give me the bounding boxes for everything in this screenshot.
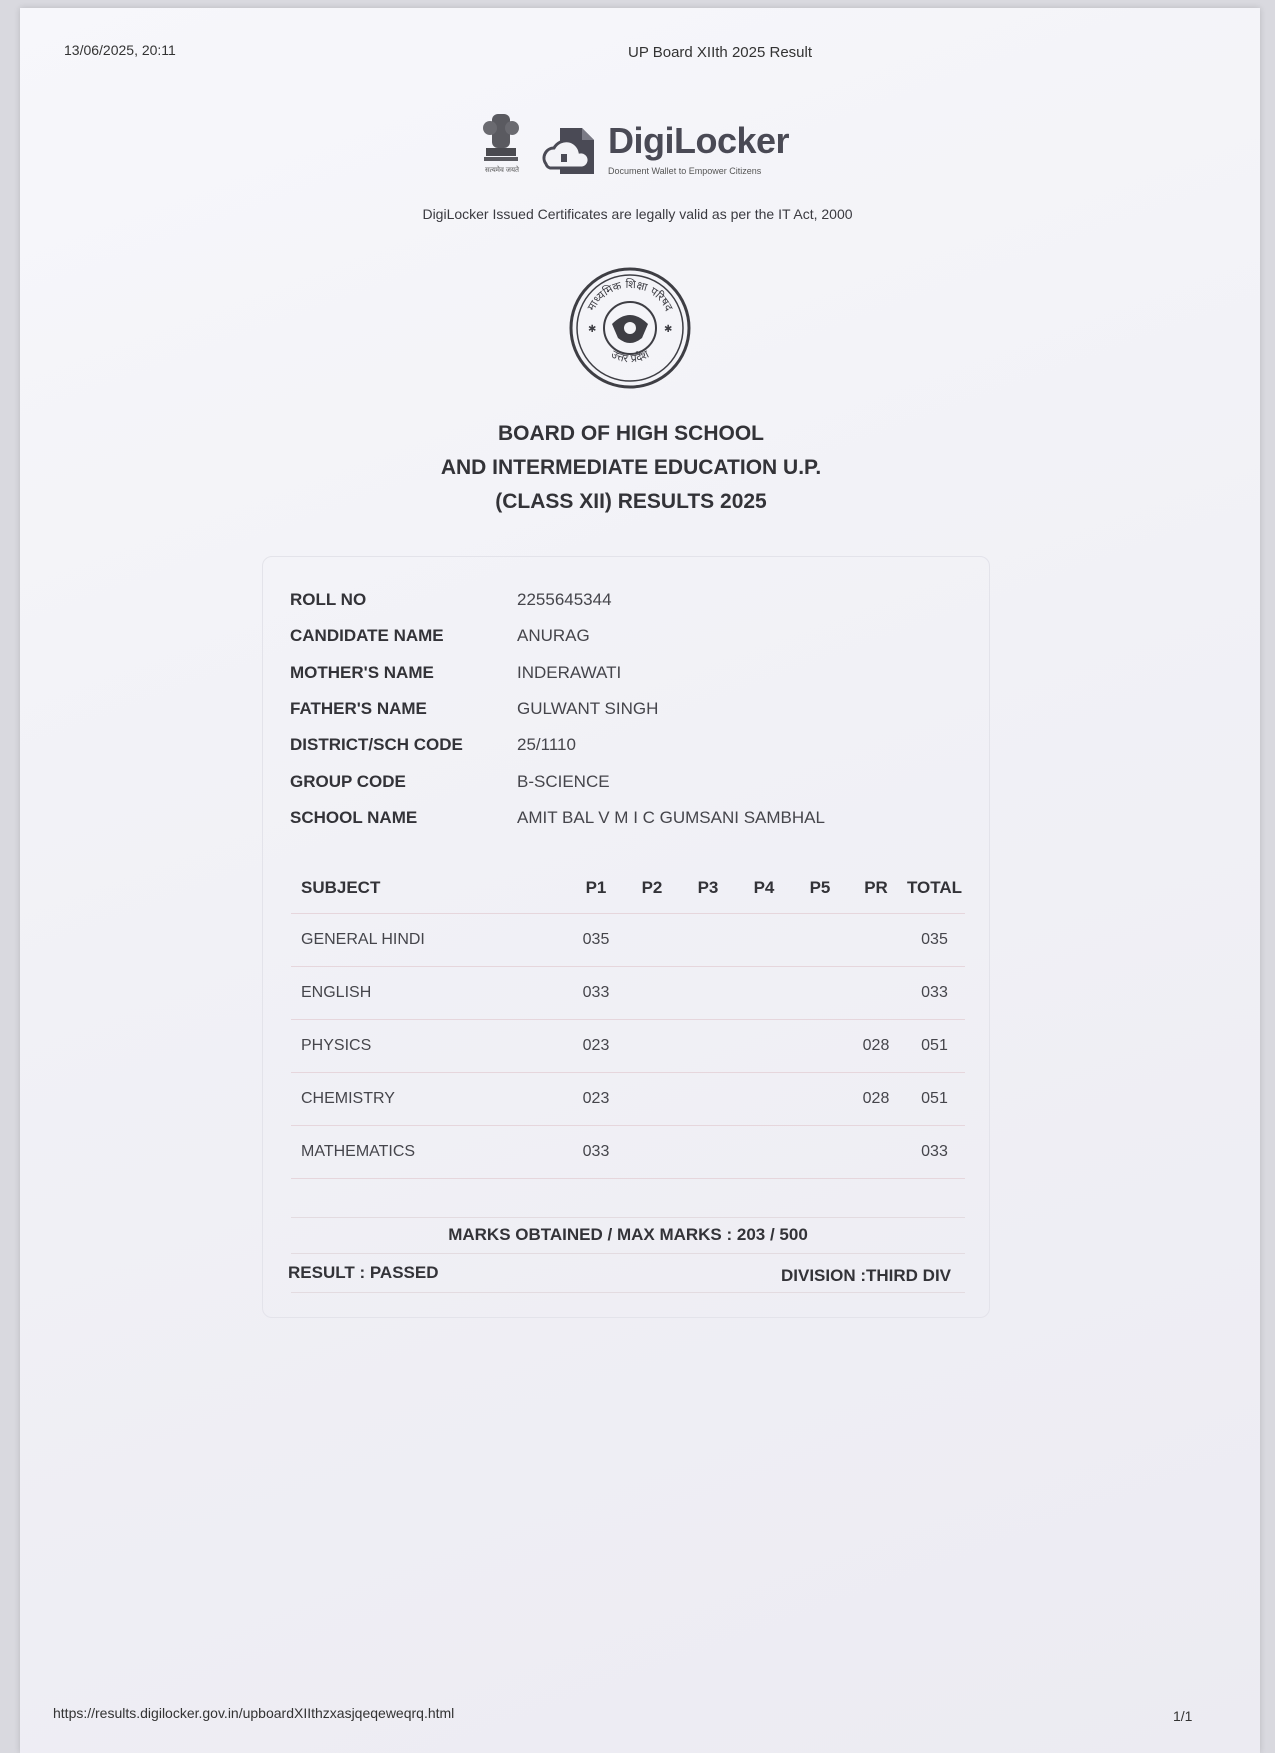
print-page-number: 1/1 [1173,1708,1193,1724]
cell-p5 [792,1126,848,1179]
cell-total: 051 [904,1020,965,1073]
cell-p5 [792,967,848,1020]
column-header: P3 [680,863,736,914]
cell-pr [848,914,904,967]
marks-obtained-summary: MARKS OBTAINED / MAX MARKS : 203 / 500 [448,1225,808,1244]
cell-p3 [680,967,736,1020]
column-header: PR [848,863,904,914]
column-header: P5 [792,863,848,914]
detail-row-roll-no [290,582,825,618]
divider [291,1253,965,1254]
table-row [291,1126,965,1179]
cell-subject: GENERAL HINDI [291,914,568,967]
digilocker-tagline: Document Wallet to Empower Citizens [608,166,762,176]
cell-p2 [624,914,680,967]
cell-pr: 028 [848,1020,904,1073]
cell-total: 033 [904,967,965,1020]
cell-p5 [792,1020,848,1073]
result-status: RESULT : PASSED [288,1263,439,1282]
detail-row-school-name [290,800,825,836]
detail-value: GULWANT SINGH [517,699,659,719]
cell-subject: ENGLISH [291,967,568,1020]
marks-header-row [291,863,965,914]
cell-subject: MATHEMATICS [291,1126,568,1179]
cell-p5 [792,1073,848,1126]
detail-row-district-code [290,727,825,763]
column-header: P1 [568,863,624,914]
column-header: P4 [736,863,792,914]
cell-p1: 035 [568,914,624,967]
cell-p1: 033 [568,967,624,1020]
detail-label: ROLL NO [290,590,367,610]
candidate-details [290,582,825,836]
seal-text-bottom: उत्तर प्रदेश [608,347,651,366]
digilocker-cloud-icon [540,120,602,178]
digilocker-wordmark: DigiLocker [608,120,790,161]
detail-value: INDERAWATI [517,662,622,682]
column-header: P2 [624,863,680,914]
cell-total: 033 [904,1126,965,1179]
detail-value: B-SCIENCE [517,771,610,791]
cell-p2 [624,1020,680,1073]
cell-total: 035 [904,914,965,967]
cell-p5 [792,914,848,967]
cell-pr [848,1126,904,1179]
detail-value: ANURAG [517,626,590,646]
cell-subject: CHEMISTRY [291,1073,568,1126]
detail-value: AMIT BAL V M I C GUMSANI SAMBHAL [517,807,825,827]
divider [291,1292,965,1293]
detail-row-candidate-name [290,618,825,654]
seal-star-left: ✱ [588,324,597,335]
division-status: DIVISION :THIRD DIV [781,1266,952,1285]
detail-label: CANDIDATE NAME [290,626,444,646]
divider [291,1217,965,1218]
cell-p2 [624,1126,680,1179]
cell-p3 [680,1020,736,1073]
cell-p1: 023 [568,1073,624,1126]
svg-text:उत्तर प्रदेश [609,347,651,365]
board-title-line1: BOARD OF HIGH SCHOOL [498,422,764,445]
print-footer-url: https://results.digilocker.gov.in/upboardXIIthzxasjqeqeweqrq.html [53,1705,455,1721]
cell-pr [848,967,904,1020]
table-row [291,1020,965,1073]
detail-label: GROUP CODE [290,771,406,791]
detail-row-group-code [290,763,825,799]
cell-subject: PHYSICS [291,1020,568,1073]
print-page-title: UP Board XIIth 2025 Result [628,44,812,61]
cell-p3 [680,1073,736,1126]
cell-p3 [680,914,736,967]
detail-value: 25/1110 [517,735,576,755]
cell-total: 051 [904,1073,965,1126]
seal-star-right: ✱ [664,324,673,335]
detail-label: MOTHER'S NAME [290,662,434,682]
detail-label: FATHER'S NAME [290,699,427,719]
cell-p4 [736,1020,792,1073]
board-title [0,417,1262,519]
detail-row-fathers-name [290,691,825,727]
board-title-line3: (CLASS XII) RESULTS 2025 [495,490,767,513]
table-row [291,1073,965,1126]
detail-value: 2255645344 [517,590,612,610]
detail-label: DISTRICT/SCH CODE [290,735,463,755]
cell-p2 [624,1073,680,1126]
legal-notice: DigiLocker Issued Certificates are legally valid as per the IT Act, 2000 [422,206,853,222]
cell-p4 [736,1126,792,1179]
cell-p1: 033 [568,1126,624,1179]
cell-p4 [736,914,792,967]
column-header: TOTAL [904,863,965,914]
detail-row-mothers-name [290,655,825,691]
cell-p4 [736,1073,792,1126]
table-row [291,967,965,1020]
detail-label: SCHOOL NAME [290,807,418,827]
board-title-line2: AND INTERMEDIATE EDUCATION U.P. [440,456,822,479]
cell-p3 [680,1126,736,1179]
cell-p2 [624,967,680,1020]
emblem-caption: सत्यमेव जयते [484,167,520,174]
column-header: SUBJECT [291,863,568,914]
table-row [291,914,965,967]
svg-text:माध्यमिक शिक्षा परिषद [585,278,676,313]
cell-p1: 023 [568,1020,624,1073]
digilocker-logo [478,106,798,186]
marks-table [291,863,965,1179]
board-seal-icon [568,266,692,390]
cell-p4 [736,967,792,1020]
cell-pr: 028 [848,1073,904,1126]
print-date-time: 13/06/2025, 20:11 [64,42,176,58]
seal-text-top: माध्यमिक शिक्षा परिषद [584,277,676,314]
